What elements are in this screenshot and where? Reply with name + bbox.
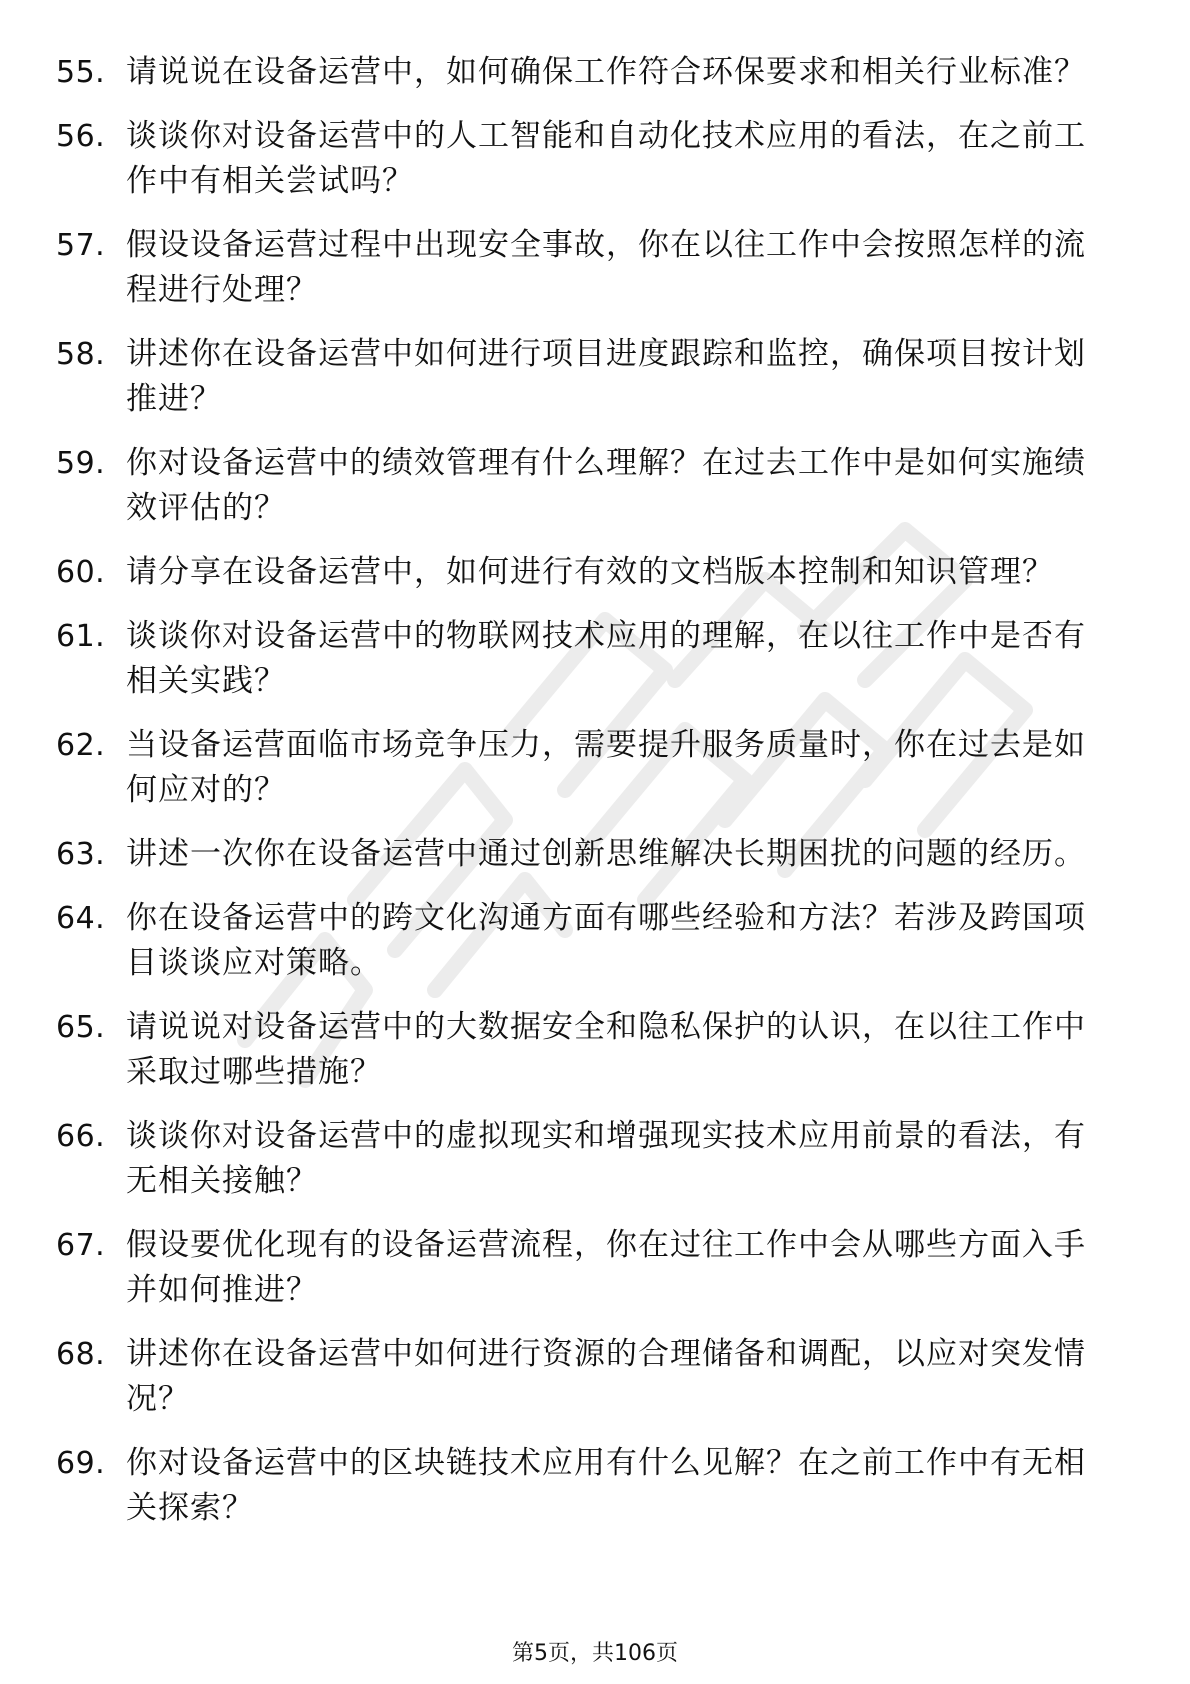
question-number: 68. bbox=[56, 1337, 106, 1372]
page-footer bbox=[0, 1640, 1190, 1668]
question-number: 69. bbox=[56, 1446, 106, 1481]
question-text: 谈谈你对设备运营中的虚拟现实和增强现实技术应用前景的看法，有无相关接触？ bbox=[126, 1118, 1086, 1199]
list-item bbox=[56, 1441, 1116, 1531]
question-number: 65. bbox=[56, 1010, 106, 1045]
question-text: 你在设备运营中的跨文化沟通方面有哪些经验和方法？若涉及跨国项目谈谈应对策略。 bbox=[126, 900, 1086, 981]
question-text: 你对设备运营中的区块链技术应用有什么见解？在之前工作中有无相关探索？ bbox=[126, 1445, 1086, 1526]
question-text: 请分享在设备运营中，如何进行有效的文档版本控制和知识管理？ bbox=[126, 554, 1054, 590]
question-number: 56. bbox=[56, 119, 106, 154]
question-text: 讲述你在设备运营中如何进行资源的合理储备和调配，以应对突发情况？ bbox=[126, 1336, 1086, 1417]
list-item bbox=[56, 332, 1116, 422]
list-item bbox=[56, 1114, 1116, 1204]
question-number: 61. bbox=[56, 619, 106, 654]
list-item bbox=[56, 50, 1116, 95]
list-item bbox=[56, 723, 1116, 813]
question-text: 当设备运营面临市场竞争压力，需要提升服务质量时，你在过去是如何应对的？ bbox=[126, 727, 1086, 808]
question-text: 假设要优化现有的设备运营流程，你在过往工作中会从哪些方面入手并如何推进？ bbox=[126, 1227, 1086, 1308]
list-item bbox=[56, 223, 1116, 313]
list-item bbox=[56, 1332, 1116, 1422]
question-text: 讲述你在设备运营中如何进行项目进度跟踪和监控，确保项目按计划推进？ bbox=[126, 336, 1086, 417]
question-number: 59. bbox=[56, 446, 106, 481]
question-number: 60. bbox=[56, 555, 106, 590]
page-number-label: 第5页，共106页 bbox=[512, 1641, 678, 1666]
question-number: 55. bbox=[56, 55, 106, 90]
question-text: 谈谈你对设备运营中的物联网技术应用的理解，在以往工作中是否有相关实践？ bbox=[126, 618, 1086, 699]
question-number: 64. bbox=[56, 901, 106, 936]
question-text: 请说说在设备运营中，如何确保工作符合环保要求和相关行业标准？ bbox=[126, 54, 1086, 90]
question-number: 66. bbox=[56, 1119, 106, 1154]
question-text: 你对设备运营中的绩效管理有什么理解？在过去工作中是如何实施绩效评估的？ bbox=[126, 445, 1086, 526]
list-item bbox=[56, 550, 1116, 595]
list-item bbox=[56, 1223, 1116, 1313]
list-item bbox=[56, 114, 1116, 204]
list-item bbox=[56, 614, 1116, 704]
question-text: 谈谈你对设备运营中的人工智能和自动化技术应用的看法，在之前工作中有相关尝试吗？ bbox=[126, 118, 1086, 199]
list-item bbox=[56, 832, 1116, 877]
question-number: 57. bbox=[56, 228, 106, 263]
question-text: 请说说对设备运营中的大数据安全和隐私保护的认识，在以往工作中采取过哪些措施？ bbox=[126, 1009, 1086, 1090]
list-item bbox=[56, 1005, 1116, 1095]
question-number: 62. bbox=[56, 728, 106, 763]
question-number: 67. bbox=[56, 1228, 106, 1263]
question-list bbox=[56, 50, 1116, 1550]
question-number: 58. bbox=[56, 337, 106, 372]
list-item bbox=[56, 441, 1116, 531]
question-text: 假设设备运营过程中出现安全事故，你在以往工作中会按照怎样的流程进行处理？ bbox=[126, 227, 1086, 308]
question-text: 讲述一次你在设备运营中通过创新思维解决长期困扰的问题的经历。 bbox=[126, 836, 1086, 872]
question-number: 63. bbox=[56, 837, 106, 872]
list-item bbox=[56, 896, 1116, 986]
